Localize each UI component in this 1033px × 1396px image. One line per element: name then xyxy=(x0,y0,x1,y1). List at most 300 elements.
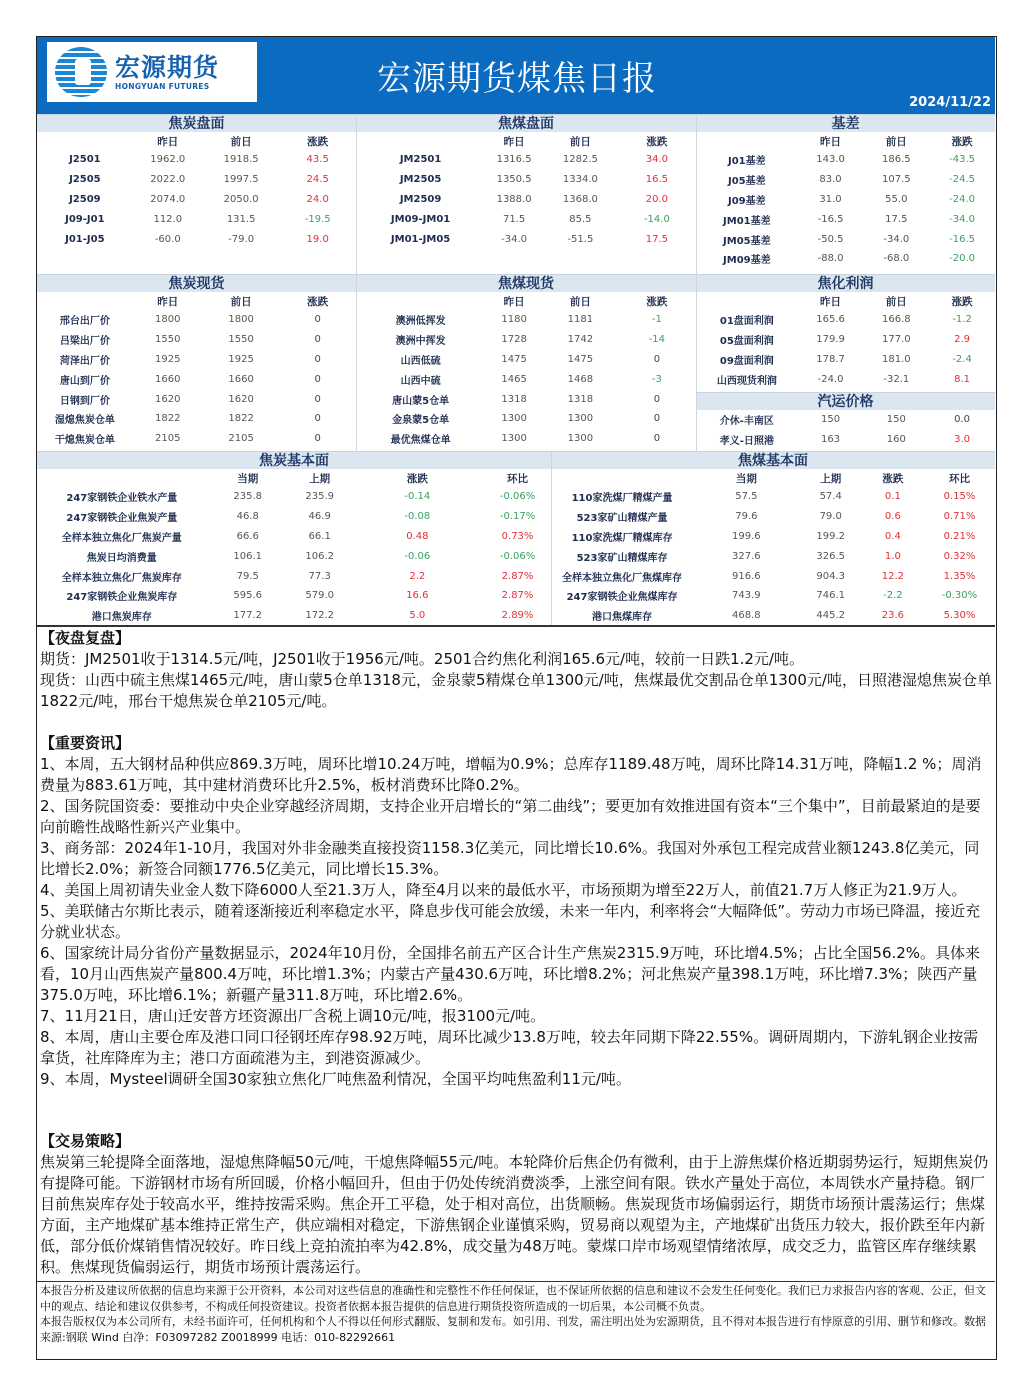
value-cell: 1962.0 xyxy=(150,154,186,166)
column-header: 前日 xyxy=(569,295,591,308)
table-row xyxy=(696,190,995,210)
value-cell: 179.9 xyxy=(816,334,845,346)
value-cell: 235.8 xyxy=(233,491,263,503)
value-cell: 1300 xyxy=(501,433,527,445)
row-label: 110家洗煤厂精煤产量 xyxy=(571,493,673,505)
row-label: 邢台出厂价 xyxy=(59,316,110,328)
table-row xyxy=(37,429,356,449)
row-label: 湿熄焦炭仓单 xyxy=(54,415,115,427)
panel-title: 焦炭现货 xyxy=(37,274,356,292)
value-cell: 2022.0 xyxy=(150,174,186,186)
row-label: J01-J05 xyxy=(65,233,105,245)
value-cell: 106.2 xyxy=(305,550,334,562)
value-cell: 2050.0 xyxy=(223,193,259,205)
value-cell: 1925 xyxy=(228,353,254,365)
value-cell: -88.0 xyxy=(817,253,844,265)
change-value: 5.30% xyxy=(943,610,976,622)
coking-profit-panel xyxy=(696,274,995,389)
table-row xyxy=(37,606,551,626)
value-cell: 79.0 xyxy=(819,511,842,523)
change-value: -0.08 xyxy=(404,511,431,523)
change-value: 24.0 xyxy=(306,193,329,205)
value-cell: 150 xyxy=(886,414,906,426)
table-row xyxy=(37,350,356,370)
change-value: 0.6 xyxy=(884,511,901,523)
value-cell: 468.8 xyxy=(732,610,761,622)
change-value: 0 xyxy=(314,373,321,385)
row-label: 01盘面利润 xyxy=(719,316,774,328)
column-header: 当期 xyxy=(735,472,757,485)
table-row xyxy=(356,350,696,370)
report-page xyxy=(36,36,997,1360)
panel-title: 焦煤盘面 xyxy=(356,114,696,132)
column-header: 涨跌 xyxy=(951,295,973,308)
value-cell: 46.8 xyxy=(236,511,259,523)
table-row xyxy=(37,190,356,210)
change-value: 3.0 xyxy=(954,434,971,446)
row-label: JM2501 xyxy=(399,154,442,166)
change-value: 8.1 xyxy=(954,373,971,385)
news-item: 4、美国上周初请失业金人数下降6000人至21.3万人，降至4月以来的最低水平，市场预期为增至22万人，前值21.7万人修正为21.9万人。 xyxy=(40,881,967,899)
table-row xyxy=(356,310,696,330)
value-cell: 1465 xyxy=(501,373,527,385)
row-label: J2505 xyxy=(69,174,101,186)
row-label: JM09基差 xyxy=(723,255,771,267)
value-cell: 1316.5 xyxy=(496,154,532,166)
column-header-row xyxy=(37,469,551,487)
table-row xyxy=(551,586,995,606)
row-label: JM09-JM01 xyxy=(390,213,451,225)
value-cell: 177.2 xyxy=(233,610,263,622)
table-row xyxy=(696,330,995,350)
table-row xyxy=(356,409,696,429)
coal-futures-panel xyxy=(356,114,696,249)
value-cell: 2105 xyxy=(155,433,181,445)
disclaimer-paragraph: 本报告分析及建议所依据的信息均来源于公开资料，本公司对这些信息的准确性和完整性不作任何保证，也不保证所依据的信息和建议不会发生任何变化。我们已力求报告内容的客观、公正，但文中的观点、结论和建议仅供参考，不构成任何投资建议。投资者依据本报告提供的信息进行期货投资所造成的一切后果，本公司概不负责。 xyxy=(40,1284,986,1313)
change-value: 19.0 xyxy=(306,233,329,245)
table-row xyxy=(37,487,551,507)
strategy-paragraph: 焦炭第三轮提降全面落地，湿熄焦降幅50元/吨，干熄焦降幅55元/吨。本轮降价后焦企仍有微利，由于上游焦煤价格近期弱势运行，短期焦炭仍有提降可能。下游钢材市场有所回暖，价格小幅回升，但由于仍处传统消费淡季，上涨空间有限。铁水产量处于高位，本周铁水产量持稳。钢厂目前焦炭库存处于较高水平，维持按需采购。焦企开工平稳，处于相对高位，出货顺畅。焦炭现货市场偏弱运行，期货市场预计震荡运行；焦煤方面，主产地煤矿基本维持正常生产，供应端相对稳定，下游焦钢企业谨慎采购，贸易商以观望为主，产地煤矿出货压力较大，报价跌至年内新低，部分低价煤销售情况较好。昨日线上竞拍流拍率为42.8%，成交量为48万吨。蒙煤口岸市场观望情绪浓厚，成交乏力，监管区库存继续累积。焦煤现货偏弱运行，期货市场预计震荡运行。 xyxy=(40,1153,989,1276)
column-header: 环比 xyxy=(507,472,529,485)
logo-en: HONGYUAN FUTURES xyxy=(115,81,210,91)
value-cell: -68.0 xyxy=(883,253,910,265)
row-label: 全样本独立焦化厂焦炭库存 xyxy=(61,572,182,584)
row-label: 110家洗煤厂精煤库存 xyxy=(571,532,673,544)
change-value: 1.0 xyxy=(884,550,901,562)
change-value: 0 xyxy=(314,433,321,445)
logo-mark-icon xyxy=(55,47,107,97)
section-divider xyxy=(37,1281,995,1282)
news-item: 1、本周，五大钢材品种供应869.3万吨，周环比增10.24万吨，增幅为0.9%；总库存1189.48万吨，周环比降14.31万吨，降幅1.2 %；周消费量为883.61万吨，其中建材消费环比升2.5%，板材消费环比降0.2%。 xyxy=(40,755,982,794)
column-header-row xyxy=(696,292,995,310)
table-row xyxy=(356,369,696,389)
value-cell: 579.0 xyxy=(305,590,334,602)
change-value: 0 xyxy=(314,353,321,365)
change-value: -0.14 xyxy=(404,491,431,503)
change-value: 43.5 xyxy=(306,154,329,166)
value-cell: 112.0 xyxy=(153,213,183,225)
value-cell: 163 xyxy=(820,434,841,446)
disclaimer-paragraph: 本报告版权仅为本公司所有，未经书面许可，任何机构和个人不得以任何形式翻版、复制和发布。如引用、刊发，需注明出处为宏源期货，且不得对本报告进行有悖原意的引用、删节和修改。数据来源:钢联 Wind 白净：F03097282 Z0018999 电话：010-82292661 xyxy=(40,1315,986,1344)
change-value: 2.87% xyxy=(501,570,534,582)
panel-title: 焦煤基本面 xyxy=(551,451,995,469)
value-cell: -24.0 xyxy=(817,373,844,385)
value-cell: 172.2 xyxy=(305,610,334,622)
change-value: 17.5 xyxy=(645,233,668,245)
row-label: 日钢到厂价 xyxy=(59,395,110,407)
column-header-row xyxy=(551,469,995,487)
report-title: 宏源期货煤焦日报 xyxy=(377,59,657,99)
table-row xyxy=(37,566,551,586)
table-row xyxy=(37,546,551,566)
column-header: 当期 xyxy=(237,472,259,485)
row-label: 澳洲中挥发 xyxy=(395,336,446,348)
change-value: 0.0 xyxy=(954,414,971,426)
row-label: JM01基差 xyxy=(723,215,771,227)
table-row xyxy=(696,249,995,269)
panel-title: 焦炭盘面 xyxy=(37,114,356,132)
row-label: 全样本独立焦化厂焦炭产量 xyxy=(61,532,182,544)
value-cell: 107.5 xyxy=(881,174,911,186)
value-cell: 1800 xyxy=(155,314,181,326)
value-cell: 1300 xyxy=(567,413,594,425)
column-header: 前日 xyxy=(569,135,591,148)
table-row xyxy=(356,229,696,249)
column-header: 前日 xyxy=(885,135,907,148)
row-label: J2509 xyxy=(69,193,101,205)
report-date: 2024/11/22 xyxy=(909,95,991,110)
value-cell: 79.6 xyxy=(735,511,758,523)
news-item: 9、本周，Mysteel调研全国30家独立焦化厂吨焦盈利情况，全国平均吨焦盈利11元/吨。 xyxy=(40,1070,631,1088)
change-value: 0 xyxy=(314,314,321,326)
value-cell: 83.0 xyxy=(819,174,842,186)
row-label: 港口焦煤库存 xyxy=(592,612,653,624)
column-header-row xyxy=(37,292,356,310)
row-label: JM2509 xyxy=(399,193,442,205)
value-cell: 85.5 xyxy=(569,213,592,225)
value-cell: 66.6 xyxy=(236,530,259,542)
column-header: 前日 xyxy=(230,295,252,308)
coke-spot-panel xyxy=(37,274,356,449)
table-row xyxy=(696,229,995,249)
column-divider xyxy=(551,451,552,626)
value-cell: 1997.5 xyxy=(223,174,259,186)
table-row xyxy=(356,429,696,449)
value-cell: 131.5 xyxy=(226,213,256,225)
value-cell: 916.6 xyxy=(732,570,761,582)
column-header-row xyxy=(37,132,356,150)
column-header: 涨跌 xyxy=(307,295,329,308)
table-row xyxy=(551,527,995,547)
panel-title: 焦煤现货 xyxy=(356,274,696,292)
row-label: 247家钢铁企业铁水产量 xyxy=(66,493,178,505)
change-value: 20.0 xyxy=(645,193,668,205)
change-value: 0.73% xyxy=(501,530,534,542)
change-value: -14.0 xyxy=(643,213,670,225)
value-cell: 1318 xyxy=(567,393,594,405)
table-row xyxy=(551,507,995,527)
change-value: 0.21% xyxy=(943,530,976,542)
table-row xyxy=(37,310,356,330)
value-cell: 186.5 xyxy=(881,154,911,166)
row-label: JM2505 xyxy=(399,174,442,186)
column-header: 前日 xyxy=(885,295,907,308)
row-label: 09盘面利润 xyxy=(719,355,774,367)
value-cell: 199.2 xyxy=(816,530,846,542)
value-cell: 66.1 xyxy=(308,530,331,542)
value-cell: 1180 xyxy=(501,314,527,326)
row-label: 干熄焦炭仓单 xyxy=(54,435,115,447)
table-row xyxy=(37,209,356,229)
value-cell: 143.0 xyxy=(816,154,845,166)
value-cell: 1620 xyxy=(228,393,254,405)
table-row xyxy=(356,209,696,229)
company-logo xyxy=(47,42,257,102)
table-row xyxy=(356,330,696,350)
value-cell: -50.5 xyxy=(817,233,844,245)
column-header: 昨日 xyxy=(503,135,525,148)
value-cell: 57.4 xyxy=(819,491,842,503)
night-paragraph: 现货：山西中硫主焦煤1465元/吨，唐山蒙5仓单1318元，金泉蒙5精煤仓单1300元/吨，焦煤最优交割品仓单1300元/吨，日照港湿熄焦炭仓单1822元/吨，邢台干熄焦炭仓单2105元/吨。 xyxy=(40,671,992,710)
change-value: 2.2 xyxy=(409,570,426,582)
value-cell: 1918.5 xyxy=(223,154,259,166)
row-label: 山西现货利润 xyxy=(716,375,777,387)
column-header: 涨跌 xyxy=(951,135,973,148)
value-cell: 1822 xyxy=(228,413,254,425)
value-cell: 150 xyxy=(820,414,841,426)
value-cell: 1388.0 xyxy=(496,193,532,205)
value-cell: 1350.5 xyxy=(496,174,532,186)
table-row xyxy=(37,330,356,350)
column-header: 涨跌 xyxy=(406,472,428,485)
value-cell: 327.6 xyxy=(732,550,761,562)
change-value: 16.5 xyxy=(645,174,668,186)
table-row xyxy=(37,409,356,429)
value-cell: 79.5 xyxy=(236,570,259,582)
change-value: -24.0 xyxy=(949,193,975,205)
value-cell: 165.6 xyxy=(816,314,845,326)
change-value: -34.0 xyxy=(949,213,975,225)
value-cell: 1742 xyxy=(567,334,594,346)
change-value: 0 xyxy=(314,393,321,405)
table-row xyxy=(551,487,995,507)
row-label: J09基差 xyxy=(728,195,766,207)
row-label: 山西低硫 xyxy=(400,355,441,367)
column-header: 上期 xyxy=(309,472,331,485)
news-item: 6、国家统计局分省份产量数据显示，2024年10月份，全国排名前五产区合计生产焦炭2315.9万吨，环比增4.5%；占比全国56.2%。具体来看，10月山西焦炭产量800.4万吨，环比增1.3%；内蒙古产量430.6万吨，环比增8.2%；河北焦炭产量398.1万吨，环比增7.3%；陕西产量375.0万吨，环比增6.1%；新疆产量311.8万吨，环比增2.6%。 xyxy=(40,944,981,1004)
value-cell: 2105 xyxy=(228,433,254,445)
coke-fundamentals-panel xyxy=(37,451,551,626)
row-label: 唐山到厂价 xyxy=(59,375,110,387)
row-label: 05盘面利润 xyxy=(719,336,774,348)
coal-fundamentals-panel xyxy=(551,451,995,626)
coal-spot-panel xyxy=(356,274,696,449)
table-row xyxy=(551,566,995,586)
column-divider xyxy=(696,114,697,451)
news-item: 3、商务部：2024年1-10月，我国对外非金融类直接投资1158.3亿美元，同比增长10.6%。我国对外承包工程完成营业额1243.8亿美元，同比增长2.0%；新签合同额1776.5亿美元，同比增长15.3%。 xyxy=(40,839,980,878)
value-cell: 743.9 xyxy=(732,590,761,602)
value-cell: 904.3 xyxy=(816,570,846,582)
table-row xyxy=(696,310,995,330)
value-cell: 178.7 xyxy=(816,353,845,365)
row-label: J05基差 xyxy=(728,176,766,188)
table-row xyxy=(696,410,995,430)
value-cell: 1550 xyxy=(228,334,254,346)
table-row xyxy=(696,209,995,229)
change-value: -0.06 xyxy=(404,550,431,562)
value-cell: 1475 xyxy=(567,353,594,365)
column-header: 昨日 xyxy=(820,295,842,308)
table-row xyxy=(37,389,356,409)
change-value: 0 xyxy=(314,334,321,346)
panel-title: 焦化利润 xyxy=(696,274,995,292)
column-header: 上期 xyxy=(820,472,842,485)
change-value: 5.0 xyxy=(409,610,426,622)
value-cell: 2074.0 xyxy=(150,193,186,205)
value-cell: -16.5 xyxy=(817,213,844,225)
value-cell: 235.9 xyxy=(305,491,334,503)
value-cell: 106.1 xyxy=(233,550,263,562)
column-header-row xyxy=(696,132,995,150)
news-item: 2、国务院国资委：要推动中央企业穿越经济周期，支持企业开启增长的“第二曲线”；要更加有效推进国有资本“三个集中”，目前最紧迫的是要向前瞻性战略性新兴产业集中。 xyxy=(40,797,981,836)
row-label: 菏泽出厂价 xyxy=(59,355,110,367)
row-label: 澳洲低挥发 xyxy=(395,316,446,328)
value-cell: -34.0 xyxy=(883,233,910,245)
value-cell: 1368.0 xyxy=(562,193,598,205)
value-cell: 1822 xyxy=(155,413,181,425)
change-value: 2.89% xyxy=(501,610,534,622)
value-cell: 1334.0 xyxy=(562,174,598,186)
value-cell: -32.1 xyxy=(883,373,910,385)
news-item: 8、本周，唐山主要仓库及港口同口径钢坯库存98.92万吨，周环比减少13.8万吨，较去年同期下降22.55%。调研周期内，下游轧钢企业按需拿货，社库降库为主；港口方面疏港为主，到港资源减少。 xyxy=(40,1028,979,1067)
row-label: 523家矿山精煤库存 xyxy=(576,552,668,564)
value-cell: -51.5 xyxy=(567,233,594,245)
column-header: 前日 xyxy=(230,135,252,148)
value-cell: 595.6 xyxy=(233,590,263,602)
change-value: 16.6 xyxy=(406,590,429,602)
table-row xyxy=(37,170,356,190)
value-cell: 1800 xyxy=(228,314,254,326)
panel-title: 基差 xyxy=(696,114,995,132)
row-label: J2501 xyxy=(69,154,101,166)
value-cell: -60.0 xyxy=(154,233,181,245)
value-cell: 1300 xyxy=(501,413,527,425)
change-value: -0.06% xyxy=(499,491,536,503)
change-value: 0.15% xyxy=(943,491,976,503)
change-value: -16.5 xyxy=(949,233,975,245)
value-cell: 1318 xyxy=(501,393,527,405)
row-label: 港口焦炭库存 xyxy=(91,612,152,624)
column-header: 涨跌 xyxy=(646,135,668,148)
change-value: 0 xyxy=(653,413,661,425)
row-label: 孝义-日照港 xyxy=(719,436,774,448)
row-label: 最优焦煤仓单 xyxy=(390,435,451,447)
news-heading: 【重要资讯】 xyxy=(40,734,131,752)
column-header-row xyxy=(356,132,696,150)
column-header: 涨跌 xyxy=(646,295,668,308)
table-row xyxy=(37,150,356,170)
table-row xyxy=(356,150,696,170)
change-value: -24.5 xyxy=(949,174,975,186)
change-value: 0.1 xyxy=(884,491,901,503)
change-value: -43.5 xyxy=(949,154,975,166)
change-value: 0 xyxy=(653,393,661,405)
value-cell: 55.0 xyxy=(885,193,908,205)
row-label: JM05基差 xyxy=(723,235,771,247)
news-section xyxy=(40,733,993,1090)
table-row xyxy=(356,389,696,409)
report-header xyxy=(37,37,995,114)
change-value: 2.87% xyxy=(501,590,534,602)
change-value: -19.5 xyxy=(304,213,331,225)
change-value: 23.6 xyxy=(881,610,904,622)
change-value: 12.2 xyxy=(881,570,904,582)
value-cell: -79.0 xyxy=(228,233,255,245)
value-cell: 181.0 xyxy=(881,353,911,365)
row-label: 唐山蒙5仓单 xyxy=(392,395,450,407)
change-value: -1.2 xyxy=(952,314,972,326)
value-cell: 166.8 xyxy=(881,314,911,326)
night-heading: 【夜盘复盘】 xyxy=(40,629,131,647)
table-row xyxy=(551,546,995,566)
row-label: 焦炭日均消费量 xyxy=(86,552,157,564)
value-cell: 71.5 xyxy=(502,213,526,225)
change-value: 0.48 xyxy=(406,530,429,542)
value-cell: 326.5 xyxy=(816,550,846,562)
value-cell: 1475 xyxy=(501,353,527,365)
change-value: -14 xyxy=(648,334,666,346)
row-label: 金泉蒙5仓单 xyxy=(392,415,450,427)
logo-cn: 宏源期货 xyxy=(115,52,220,82)
row-label: 吕梁出厂价 xyxy=(59,336,110,348)
row-label: 全样本独立焦化厂焦煤库存 xyxy=(562,572,683,584)
panel-title: 汽运价格 xyxy=(696,392,995,410)
table-row xyxy=(356,170,696,190)
row-label: 523家矿山精煤产量 xyxy=(576,513,668,525)
news-item: 5、美联储古尔斯比表示，随着逐渐接近利率稳定水平，降息步伐可能会放缓，未来一年内，利率将会“大幅降低”。劳动力市场已降温，接近充分就业状态。 xyxy=(40,902,981,941)
column-header: 涨跌 xyxy=(307,135,329,148)
row-label: 介休-丰南区 xyxy=(719,416,774,428)
table-row xyxy=(696,350,995,370)
change-value: -20.0 xyxy=(949,253,975,265)
value-cell: 1282.5 xyxy=(562,154,598,166)
change-value: 0 xyxy=(653,433,661,445)
night-session-section xyxy=(40,628,993,712)
value-cell: 1728 xyxy=(501,334,527,346)
column-header: 昨日 xyxy=(820,135,842,148)
column-header: 环比 xyxy=(948,472,970,485)
value-cell: 1620 xyxy=(155,393,181,405)
change-value: -0.17% xyxy=(499,511,536,523)
panel-title: 焦炭基本面 xyxy=(37,451,551,469)
table-row xyxy=(696,369,995,389)
change-value: 0.71% xyxy=(943,511,976,523)
table-row xyxy=(37,369,356,389)
change-value: 0 xyxy=(653,353,661,365)
value-cell: 1660 xyxy=(155,373,181,385)
change-value: 0.32% xyxy=(943,550,976,562)
change-value: 2.9 xyxy=(954,334,971,346)
table-row xyxy=(356,190,696,210)
truck-freight-panel xyxy=(696,392,995,450)
value-cell: 57.5 xyxy=(735,491,758,503)
strategy-section xyxy=(40,1131,993,1278)
value-cell: 177.0 xyxy=(881,334,911,346)
value-cell: 1660 xyxy=(228,373,254,385)
column-header: 昨日 xyxy=(157,295,179,308)
change-value: 0 xyxy=(314,413,321,425)
row-label: JM01-JM05 xyxy=(390,233,451,245)
